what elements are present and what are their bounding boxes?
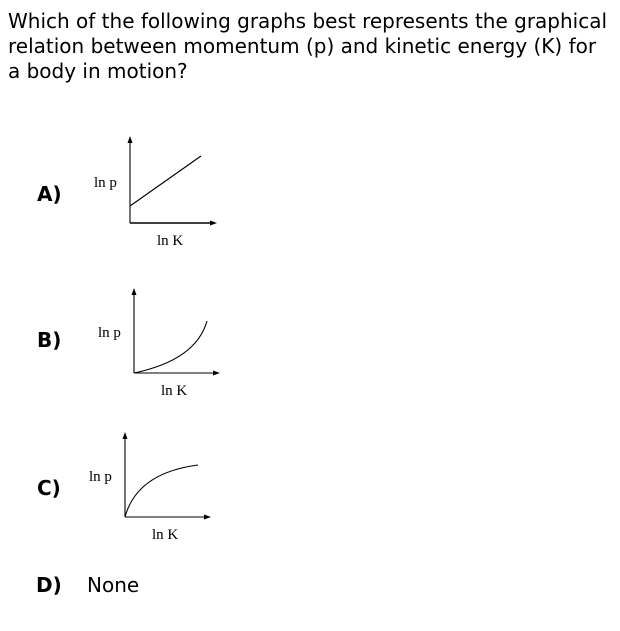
x-axis-label: ln K [157,233,184,249]
question-text: Which of the following graphs best represents the graphical relation between momentum (p) and kinetic energy (K) for a body in motion? [8,9,608,83]
graph-curve-line [130,156,201,206]
graph-curve-concave-up [134,321,207,373]
option-a-graph [80,130,230,255]
option-b-label: B) [37,328,62,352]
option-d-label: D) [36,573,62,597]
graph-curve-concave-down [125,465,198,517]
y-axis-label: ln p [89,469,112,485]
option-d-text: None [87,573,140,597]
y-axis-label: ln p [98,325,121,341]
y-axis-arrow-icon [128,136,133,143]
x-axis-arrow-icon [204,515,211,520]
option-b-graph [84,280,234,405]
y-axis-label: ln p [94,175,117,191]
y-axis-arrow-icon [132,288,137,295]
x-axis-label: ln K [161,383,188,399]
x-axis-label: ln K [152,527,179,543]
option-a-label: A) [37,182,62,206]
x-axis-arrow-icon [210,221,217,226]
option-c-graph [75,424,225,549]
x-axis-arrow-icon [213,371,220,376]
y-axis-arrow-icon [123,432,128,439]
option-c-label: C) [37,476,61,500]
